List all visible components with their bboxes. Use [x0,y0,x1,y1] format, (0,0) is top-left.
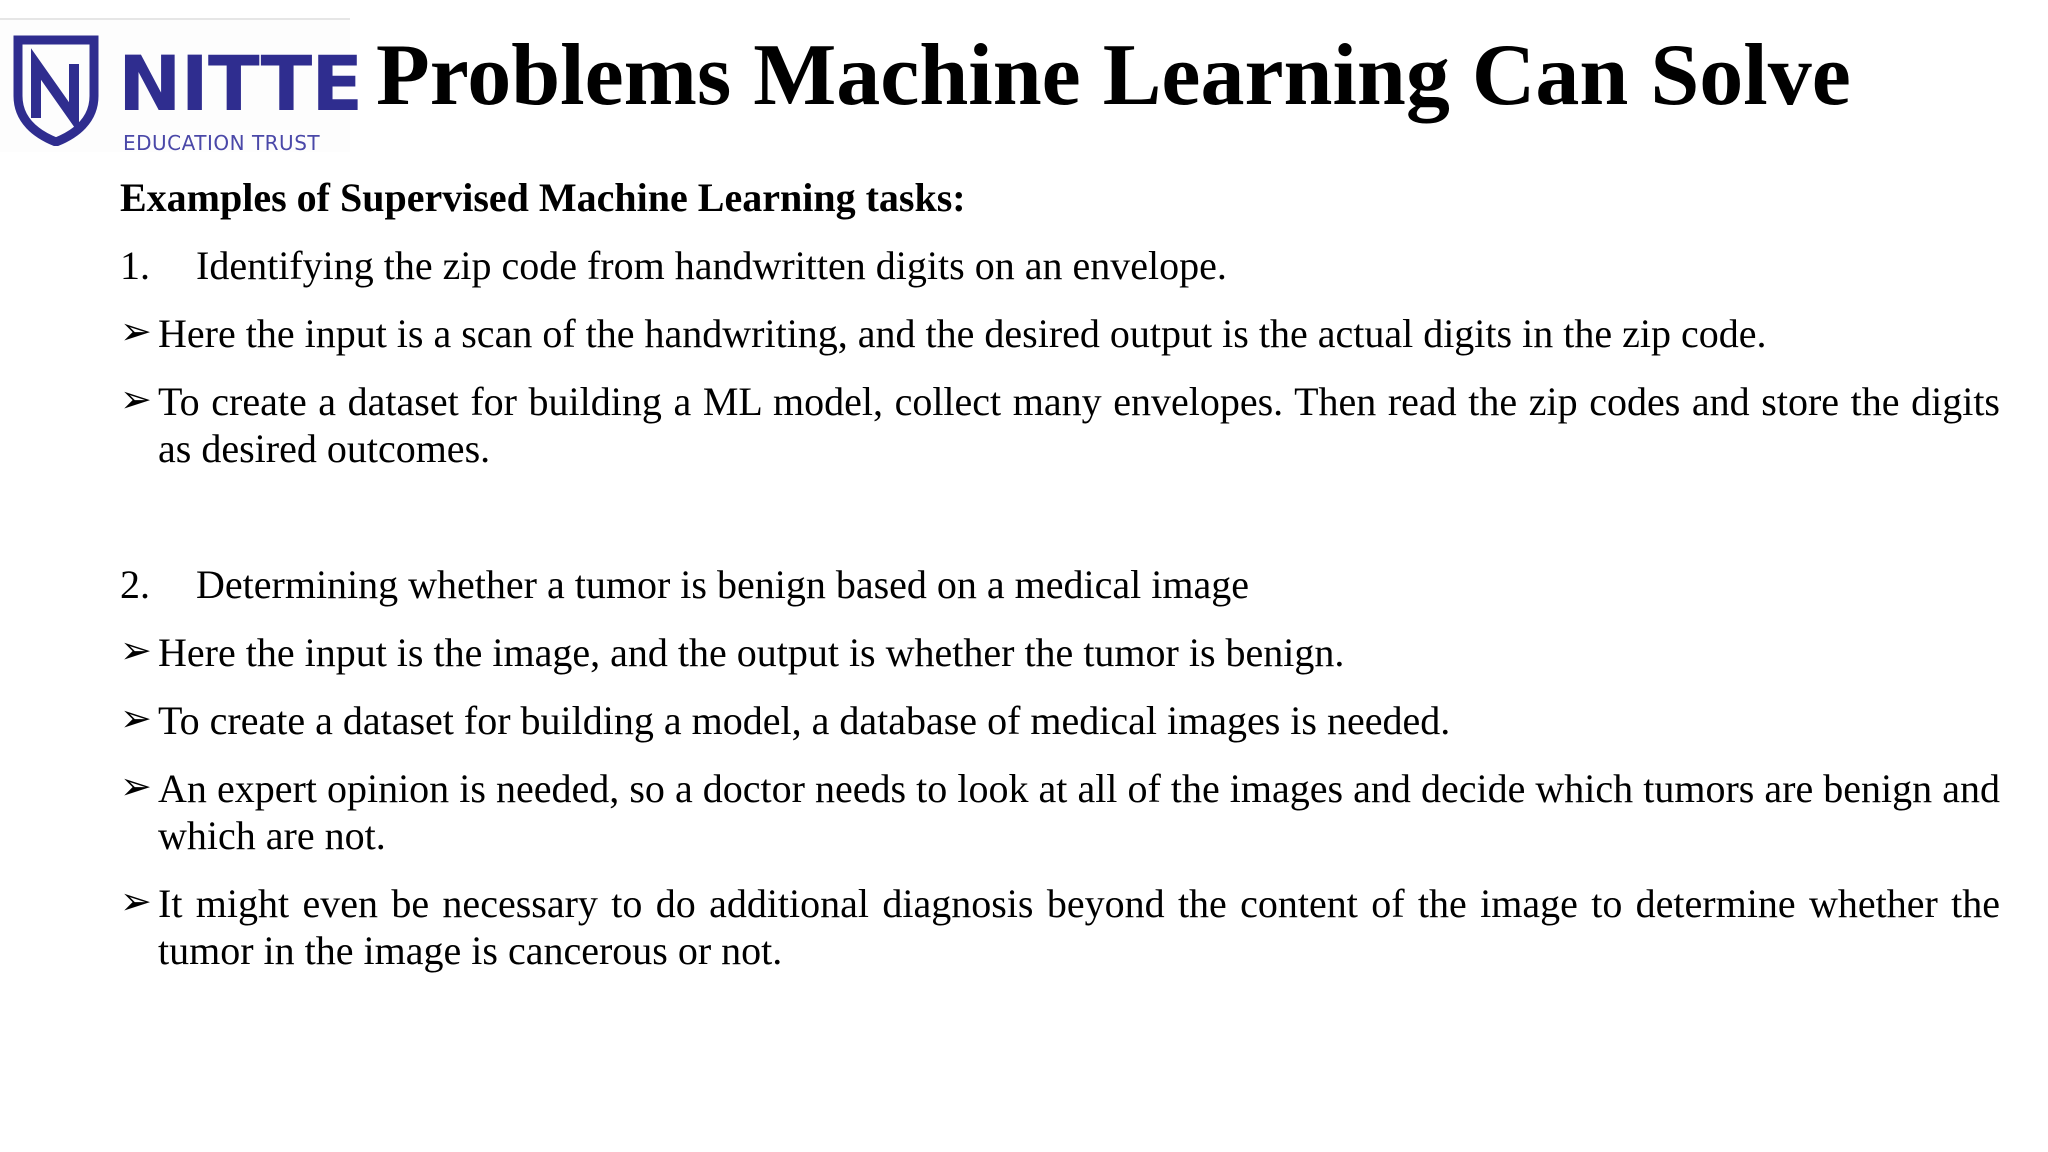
nitte-shield-icon [12,34,100,146]
slide-title: Problems Machine Learning Can Solve [376,27,1851,124]
example-text: Identifying the zip code from handwritten digits on an envelope. [196,243,1227,288]
nitte-logo [0,18,363,155]
bullet-text: To create a dataset for building a model, a database of medical images is needed. [158,698,1451,743]
arrowhead-bullet-icon: ➢ [120,377,152,421]
bullet-text: To create a dataset for building a ML model, collect many envelopes. Then read the zip codes and store the digits as desired outcomes. [158,379,2000,471]
logo-wordmark: NITTE [118,39,363,128]
arrowhead-bullet-icon: ➢ [120,879,152,923]
bullet-text: It might even be necessary to do additional diagnosis beyond the content of the image to determine whether the tumor in the image is cancerous or not. [158,881,2000,973]
example-number: 1. [120,243,150,288]
arrowhead-bullet-icon: ➢ [120,764,152,808]
bullet-text: An expert opinion is needed, so a doctor needs to look at all of the images and decide which tumors are benign and which are not. [158,766,2000,858]
bullet-item [120,310,2000,357]
example-text: Determining whether a tumor is benign based on a medical image [196,562,1250,607]
arrowhead-bullet-icon: ➢ [120,309,152,353]
bullet-text: Here the input is the image, and the output is whether the tumor is benign. [158,630,1345,675]
bullet-item [120,629,2000,676]
bullet-item [120,697,2000,744]
section-heading: Examples of Supervised Machine Learning tasks: [120,175,966,220]
arrowhead-bullet-icon: ➢ [120,696,152,740]
bullet-item [120,765,2000,859]
arrowhead-bullet-icon: ➢ [120,628,152,672]
bullet-text: Here the input is a scan of the handwriting, and the desired output is the actual digits in the zip code. [158,311,1767,356]
logo-subtitle: EDUCATION TRUST [123,131,321,155]
bullet-item [120,880,2000,974]
example-number: 2. [120,562,150,607]
bullet-item [120,378,2000,472]
